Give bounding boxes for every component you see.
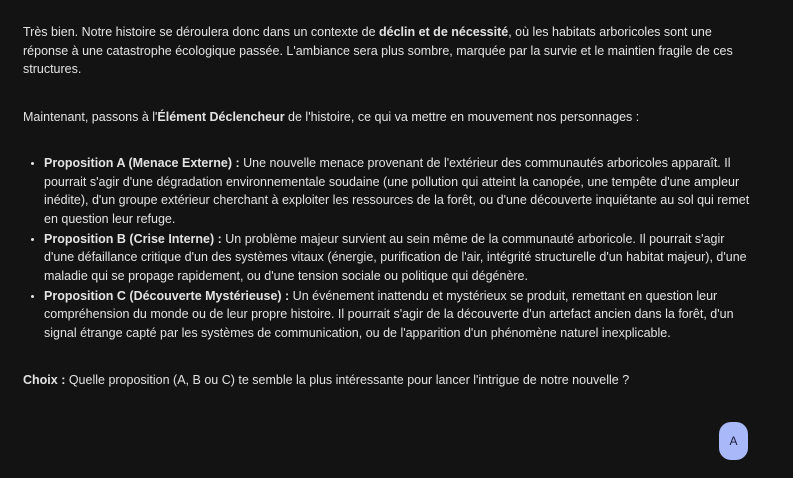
proposition-a — [44, 154, 753, 228]
proposition-c — [44, 287, 753, 343]
proposition-text: Un événement inattendu et mystérieux se produit, remettant en question leur compréhension du monde ou de leur propre histoire. Il pourrait s'agir de la découverte d'un artefact ancien dans la forêt, d'un signal étrange capté par les systèmes de communication, ou de l'apparition d'un phénomène naturel inexplicable. — [44, 288, 734, 340]
trigger-bold: Élément Déclencheur — [157, 109, 285, 124]
proposition-title: Proposition B (Crise Interne) : — [44, 231, 222, 246]
intro-text-end: , où les habitats arboricoles sont une réponse à une catastrophe écologique passée. L'ambiance sera plus sombre, marquée par la survie et le maintien fragile de ces structures. — [23, 25, 733, 76]
proposition-list — [23, 154, 753, 342]
proposition-b — [44, 230, 753, 286]
trigger-text-end: de l'histoire, ce qui va mettre en mouvement nos personnages : — [284, 109, 640, 124]
proposition-title: Proposition A (Menace Externe) : — [44, 156, 240, 170]
choice-bold: Choix : — [23, 373, 66, 387]
proposition-text: Une nouvelle menace provenant de l'extérieur des communautés arboricoles apparaît. Il pourrait s'agir d'une dégradation environnementale soudaine (une pollution qui atteint la canopée, une tempête d'une ampleur inédite), d'un groupe extérieur cherchant à exploiter les ressources de la forêt, ou d'une découverte inquiétante au sol qui remet en question leur refuge. — [44, 156, 750, 226]
avatar[interactable]: A — [719, 422, 748, 460]
intro-text-start: Très bien. Notre histoire se déroulera donc dans un contexte de — [23, 25, 379, 39]
chat-message — [23, 23, 753, 390]
trigger-paragraph — [23, 108, 753, 127]
choice-paragraph — [23, 371, 753, 390]
proposition-text: Un problème majeur survient au sein même de la communauté arboricole. Il pourrait s'agir d'une défaillance critique d'un des systèmes vitaux (énergie, purification de l'air, intégrité structurelle d'un habitat majeur), d'une maladie qui se propage rapidement, ou d'une tension sociale ou politique qui dégénère. — [44, 231, 747, 283]
intro-paragraph — [23, 23, 753, 79]
proposition-title: Proposition C (Découverte Mystérieuse) : — [44, 288, 290, 303]
choice-text: Quelle proposition (A, B ou C) te semble la plus intéressante pour lancer l'intrigue de notre nouvelle ? — [65, 373, 630, 387]
intro-bold: déclin et de nécessité — [379, 25, 509, 39]
trigger-text-start: Maintenant, passons à l' — [23, 109, 158, 124]
